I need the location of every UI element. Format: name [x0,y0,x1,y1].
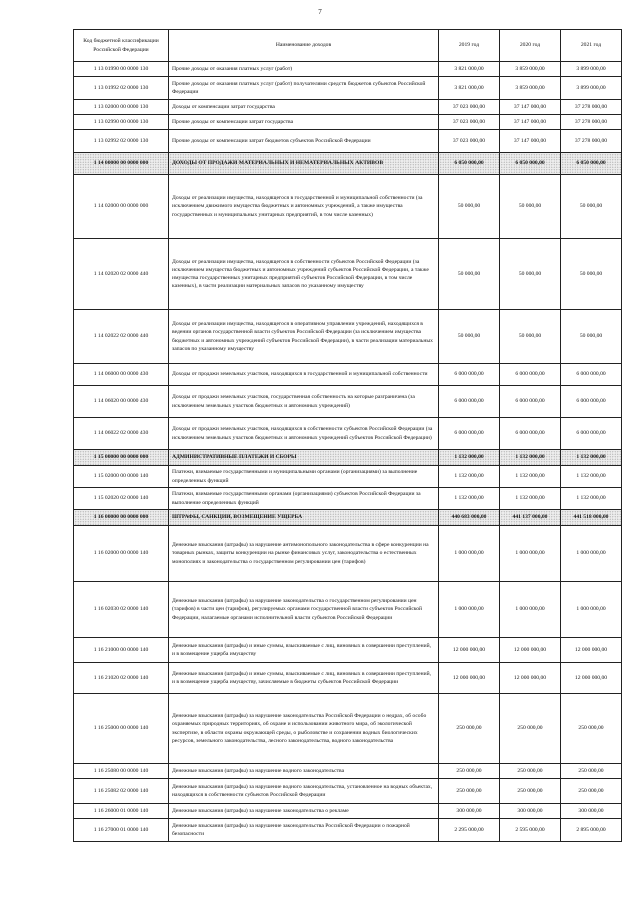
row-code: 1 14 02020 02 0000 440 [74,239,169,310]
row-value-2020: 441 137 000,00 [500,510,561,526]
row-value-2019: 250 000,00 [439,694,500,764]
row-name: Денежные взыскания (штрафы) за нарушение водного законодательства [169,764,439,779]
row-value-2021: 12 000 000,00 [561,638,622,663]
row-code: 1 16 21000 00 0000 140 [74,638,169,663]
row-value-2019: 2 295 000,00 [439,819,500,842]
row-value-2021: 50 000,00 [561,239,622,310]
row-code: 1 16 00000 00 0000 000 [74,510,169,526]
row-name: Доходы от продажи земельных участков, государственная собственность на которые разграничена (за исключением земельных участков бюджетных и автономных учреждений) [169,386,439,418]
row-value-2020: 1 000 000,00 [500,526,561,582]
table-row [74,466,622,488]
row-value-2021: 1 000 000,00 [561,526,622,582]
table-row [74,819,622,842]
row-name: Денежные взыскания (штрафы) за нарушение водного законодательства, установленное на водных объектах, находящихся в собственности субъектов Российской Федерации [169,779,439,804]
table-header-row [74,30,622,62]
row-value-2020: 50 000,00 [500,310,561,364]
row-name: Денежные взыскания (штрафы) за нарушение законодательства о рекламе [169,804,439,819]
row-value-2019: 6 000 000,00 [439,418,500,450]
row-name: Доходы от реализации имущества, находящегося в оперативном управлении учреждений, находящихся в ведении органов государственной власти субъектов Российской Федерации (за исключением имущества бюджетных и автономных учреждений субъектов Российской Федерации), в части реализации материальных запасов по указанному имуществу [169,310,439,364]
row-name: Платежи, взимаемые государственными и муниципальными органами (организациями) за выполнение определенных функций [169,466,439,488]
row-value-2019: 3 821 000,00 [439,77,500,100]
row-code: 1 16 27000 01 0000 140 [74,819,169,842]
row-value-2021: 250 000,00 [561,764,622,779]
row-value-2019: 1 132 000,00 [439,466,500,488]
row-value-2019: 3 821 000,00 [439,62,500,77]
row-code: 1 15 02000 00 0000 140 [74,466,169,488]
table-row [74,115,622,130]
row-value-2019: 440 683 000,00 [439,510,500,526]
row-value-2019: 1 132 000,00 [439,488,500,510]
table-row [74,386,622,418]
row-code: 1 16 25082 02 0000 140 [74,779,169,804]
header-code: Код бюджетной классификации Российской Федерации [74,30,169,62]
row-value-2019: 300 000,00 [439,804,500,819]
row-code: 1 15 00000 00 0000 000 [74,450,169,466]
table-row [74,130,622,153]
row-value-2020: 50 000,00 [500,239,561,310]
row-code: 1 14 06000 00 0000 430 [74,364,169,386]
row-value-2020: 12 000 000,00 [500,663,561,694]
row-code: 1 16 02000 00 0000 140 [74,526,169,582]
row-name: Доходы от продажи земельных участков, находящихся в собственности субъектов Российской Федерации (за исключением земельных участков бюджетных и автономных учреждений субъектов Российской Федерации) [169,418,439,450]
table-row [74,364,622,386]
row-value-2019: 37 023 000,00 [439,100,500,115]
row-name: Доходы от продажи земельных участков, находящихся в государственной и муниципальной собственности [169,364,439,386]
row-name: ШТРАФЫ, САНКЦИИ, ВОЗМЕЩЕНИЕ УЩЕРБА [169,510,439,526]
row-value-2021: 250 000,00 [561,694,622,764]
row-value-2019: 250 000,00 [439,764,500,779]
row-value-2021: 6 050 000,00 [561,153,622,175]
row-name: Прочие доходы от оказания платных услуг (работ) [169,62,439,77]
row-value-2021: 2 895 000,00 [561,819,622,842]
row-code: 1 14 00000 00 0000 000 [74,153,169,175]
row-value-2019: 37 023 000,00 [439,130,500,153]
table-row [74,638,622,663]
row-value-2020: 37 147 000,00 [500,100,561,115]
row-name: ДОХОДЫ ОТ ПРОДАЖИ МАТЕРИАЛЬНЫХ И НЕМАТЕРИАЛЬНЫХ АКТИВОВ [169,153,439,175]
table-row [74,804,622,819]
row-code: 1 13 02000 00 0000 130 [74,100,169,115]
row-value-2019: 12 000 000,00 [439,638,500,663]
table-row [74,582,622,638]
table-row [74,764,622,779]
row-code: 1 16 02030 02 0000 140 [74,582,169,638]
row-value-2019: 50 000,00 [439,239,500,310]
row-value-2020: 250 000,00 [500,779,561,804]
row-name: Денежные взыскания (штрафы) и иные суммы, взыскиваемые с лиц, виновных в совершении преступлений, и в возмещение ущерба имуществу, зачисляемые в бюджеты субъектов Российской Федерации [169,663,439,694]
row-code: 1 14 06020 00 0000 430 [74,386,169,418]
row-code: 1 14 02022 02 0000 440 [74,310,169,364]
row-value-2019: 50 000,00 [439,310,500,364]
row-value-2020: 1 132 000,00 [500,450,561,466]
row-code: 1 13 01990 00 0000 130 [74,62,169,77]
row-value-2021: 12 000 000,00 [561,663,622,694]
row-code: 1 15 02020 02 0000 140 [74,488,169,510]
row-value-2020: 1 132 000,00 [500,466,561,488]
row-value-2020: 12 000 000,00 [500,638,561,663]
row-code: 1 14 06022 02 0000 430 [74,418,169,450]
row-value-2020: 300 000,00 [500,804,561,819]
table-row [74,153,622,175]
row-code: 1 16 25080 00 0000 140 [74,764,169,779]
row-value-2019: 37 023 000,00 [439,115,500,130]
row-value-2021: 3 899 000,00 [561,62,622,77]
row-name: Денежные взыскания (штрафы) за нарушение антимонопольного законодательства в сфере конкуренции на товарных рынках, защиты конкуренции на рынке финансовых услуг, законодательства о естественных монополиях и законодательства о государственном регулировании цен (тарифов) [169,526,439,582]
row-value-2020: 37 147 000,00 [500,130,561,153]
row-name: Денежные взыскания (штрафы) за нарушение законодательства о государственном регулировании цен (тарифов) в части цен (тарифов), регулируемых органами государственной власти субъектов Российской Федерации, налагаемые органами исполнительной власти субъектов Российской Федерации [169,582,439,638]
row-value-2021: 6 000 000,00 [561,418,622,450]
table-row [74,310,622,364]
header-2019: 2019 год [439,30,500,62]
row-value-2019: 6 050 000,00 [439,153,500,175]
row-value-2020: 3 859 000,00 [500,77,561,100]
page-number: 7 [318,8,322,16]
row-value-2019: 250 000,00 [439,779,500,804]
row-value-2021: 37 278 000,00 [561,100,622,115]
table-row [74,418,622,450]
row-value-2021: 37 278 000,00 [561,115,622,130]
row-name: Прочие доходы от компенсации затрат государства [169,115,439,130]
row-name: АДМИНИСТРАТИВНЫЕ ПЛАТЕЖИ И СБОРЫ [169,450,439,466]
row-value-2020: 6 000 000,00 [500,364,561,386]
table-row [74,77,622,100]
row-code: 1 16 26000 01 0000 140 [74,804,169,819]
row-value-2019: 6 000 000,00 [439,386,500,418]
row-name: Денежные взыскания (штрафы) за нарушение законодательства Российской Федерации о недрах, об особо охраняемых природных территориях, об охране и использовании животного мира, об экологической экспертизе, в области охраны окружающей среды, о рыболовстве и сохранении водных биологических ресурсов, земельного законодательства, лесного законодательства, водного законодательства [169,694,439,764]
table-row [74,450,622,466]
table-row [74,694,622,764]
row-value-2019: 12 000 000,00 [439,663,500,694]
row-name: Доходы от компенсации затрат государства [169,100,439,115]
table-row [74,488,622,510]
row-value-2021: 1 132 000,00 [561,450,622,466]
row-name: Прочие доходы от оказания платных услуг (работ) получателями средств бюджетов субъектов Российской Федерации [169,77,439,100]
row-value-2019: 1 000 000,00 [439,526,500,582]
row-value-2021: 300 000,00 [561,804,622,819]
row-name: Денежные взыскания (штрафы) за нарушение законодательства Российской Федерации о пожарной безопасности [169,819,439,842]
table-body [74,62,622,842]
row-value-2020: 50 000,00 [500,175,561,239]
row-code: 1 16 21020 02 0000 140 [74,663,169,694]
table-row [74,239,622,310]
row-value-2021: 37 278 000,00 [561,130,622,153]
row-value-2020: 2 595 000,00 [500,819,561,842]
row-value-2021: 6 000 000,00 [561,386,622,418]
row-value-2020: 250 000,00 [500,764,561,779]
row-code: 1 16 25000 00 0000 140 [74,694,169,764]
row-value-2020: 250 000,00 [500,694,561,764]
row-name: Прочие доходы от компенсации затрат бюджетов субъектов Российской Федерации [169,130,439,153]
row-code: 1 14 02000 00 0000 000 [74,175,169,239]
table-row [74,62,622,77]
row-value-2020: 1 132 000,00 [500,488,561,510]
row-value-2019: 1 132 000,00 [439,450,500,466]
row-name: Платежи, взимаемые государственными органами (организациями) субъектов Российской Федерации за выполнение определенных функций [169,488,439,510]
header-2021: 2021 год [561,30,622,62]
table-row [74,510,622,526]
row-value-2019: 50 000,00 [439,175,500,239]
row-value-2021: 1 000 000,00 [561,582,622,638]
row-value-2021: 6 000 000,00 [561,364,622,386]
row-code: 1 13 02992 02 0000 130 [74,130,169,153]
row-value-2021: 3 899 000,00 [561,77,622,100]
row-value-2020: 3 859 000,00 [500,62,561,77]
row-value-2019: 6 000 000,00 [439,364,500,386]
row-value-2021: 441 518 000,00 [561,510,622,526]
table-row [74,175,622,239]
header-name: Наименование доходов [169,30,439,62]
row-value-2020: 6 050 000,00 [500,153,561,175]
row-name: Денежные взыскания (штрафы) и иные суммы, взыскиваемые с лиц, виновных в совершении преступлений, и в возмещение ущерба имуществу [169,638,439,663]
row-value-2021: 1 132 000,00 [561,466,622,488]
table-row [74,100,622,115]
row-value-2021: 50 000,00 [561,175,622,239]
row-name: Доходы от реализации имущества, находящегося в государственной и муниципальной собственности (за исключением движимого имущества бюджетных и автономных учреждений, а также имущества государственных и муниципальных унитарных предприятий, в том числе казенных) [169,175,439,239]
row-value-2019: 1 000 000,00 [439,582,500,638]
row-name: Доходы от реализации имущества, находящегося в собственности субъектов Российской Федерации (за исключением имущества бюджетных и автономных учреждений субъектов Российской Федерации, а также имущества государственных унитарных предприятий субъектов Российской Федерации, в том числе казенных), в части реализации материальных запасов по указанному имуществу [169,239,439,310]
table-row [74,526,622,582]
row-value-2021: 250 000,00 [561,779,622,804]
row-code: 1 13 02990 00 0000 130 [74,115,169,130]
row-code: 1 13 01992 02 0000 130 [74,77,169,100]
row-value-2020: 6 000 000,00 [500,418,561,450]
row-value-2020: 6 000 000,00 [500,386,561,418]
revenue-table [73,29,622,842]
row-value-2020: 1 000 000,00 [500,582,561,638]
row-value-2021: 50 000,00 [561,310,622,364]
header-2020: 2020 год [500,30,561,62]
row-value-2020: 37 147 000,00 [500,115,561,130]
row-value-2021: 1 132 000,00 [561,488,622,510]
table-row [74,779,622,804]
table-row [74,663,622,694]
